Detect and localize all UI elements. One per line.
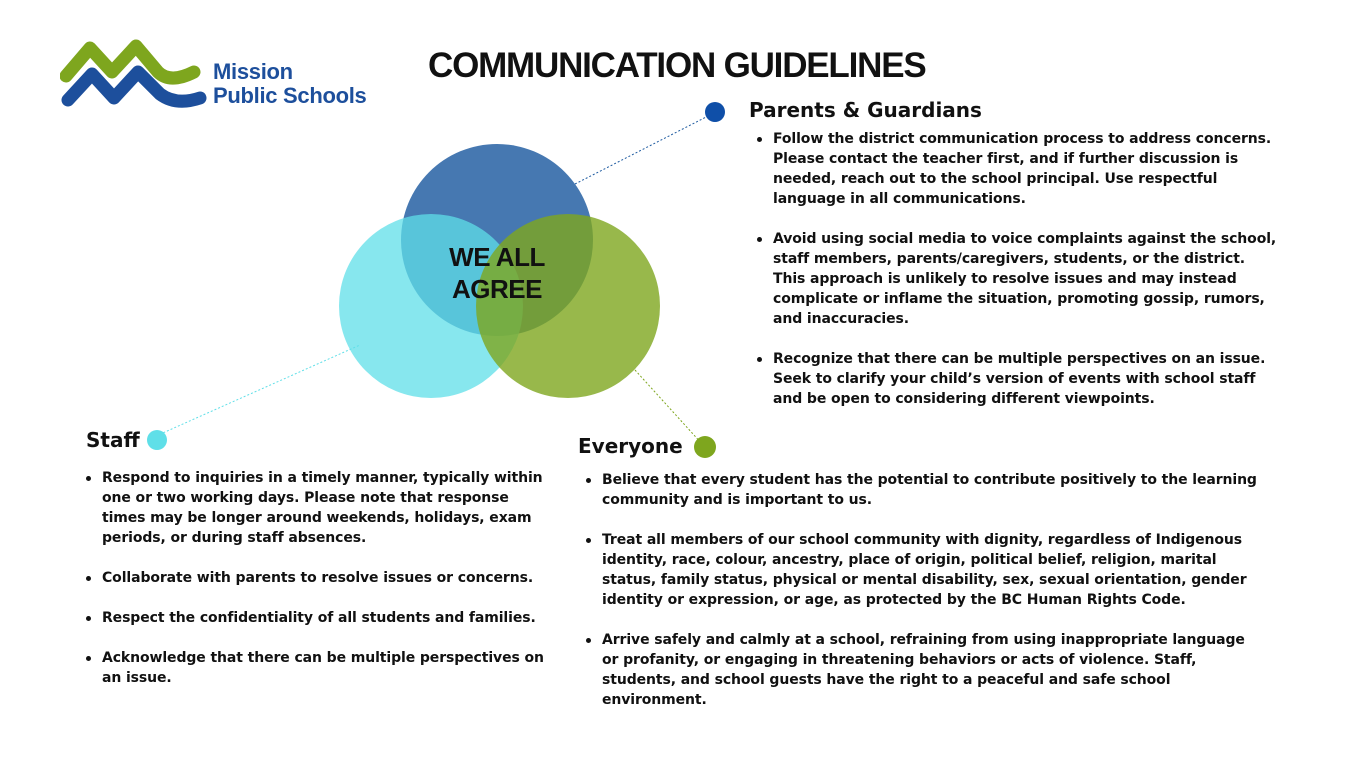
staff-marker-dot	[147, 430, 167, 450]
page-title: COMMUNICATION GUIDELINES	[428, 46, 926, 85]
list-item: Recognize that there can be multiple perspectives on an issue. Seek to clarify your child’s version of events with school staff and be open to considering different viewpoints.	[757, 349, 1277, 409]
everyone-heading: Everyone	[578, 434, 683, 458]
list-item: Collaborate with parents to resolve issues or concerns.	[86, 568, 544, 588]
parents-list	[757, 129, 1277, 429]
list-item: Avoid using social media to voice complaints against the school, staff members, parents/caregivers, students, or the district. This approach is unlikely to resolve issues and may instead complicate or inflame the situation, promoting gossip, rumors, and inaccuracies.	[757, 229, 1277, 329]
center-label-line2: AGREE	[452, 274, 542, 304]
staff-heading: Staff	[86, 428, 140, 452]
center-label-line1: WE ALL	[449, 242, 545, 272]
list-item: Believe that every student has the potential to contribute positively to the learning community and is important to us.	[586, 470, 1262, 510]
list-item: Acknowledge that there can be multiple perspectives on an issue.	[86, 648, 544, 688]
list-item: Follow the district communication process to address concerns. Please contact the teacher first, and if further discussion is needed, reach out to the school principal. Use respectful language in all communications.	[757, 129, 1277, 209]
everyone-list	[586, 470, 1262, 730]
logo-text-mission: Mission	[213, 59, 293, 84]
list-item: Arrive safely and calmly at a school, refraining from using inappropriate language or profanity, or engaging in threatening behaviors or acts of violence. Staff, students, and school guests have the right to a peaceful and safe school environment.	[586, 630, 1262, 710]
list-item: Treat all members of our school community with dignity, regardless of Indigenous identity, race, colour, ancestry, place of origin, political belief, religion, marital status, family status, physical or mental disability, sex, sexual orientation, gender identity or expression, or age, as protected by the BC Human Rights Code.	[586, 530, 1262, 610]
everyone-marker-dot	[694, 436, 716, 458]
parents-connector	[575, 113, 714, 184]
parents-marker-dot	[705, 102, 725, 122]
parents-heading: Parents & Guardians	[749, 98, 982, 122]
list-item: Respond to inquiries in a timely manner, typically within one or two working days. Please note that response times may be longer around weekends, holidays, exam periods, or during staff absences.	[86, 468, 544, 548]
staff-connector	[156, 345, 360, 436]
staff-list	[86, 468, 544, 708]
logo-text-public-schools: Public Schools	[213, 83, 367, 108]
list-item: Respect the confidentiality of all students and families.	[86, 608, 544, 628]
